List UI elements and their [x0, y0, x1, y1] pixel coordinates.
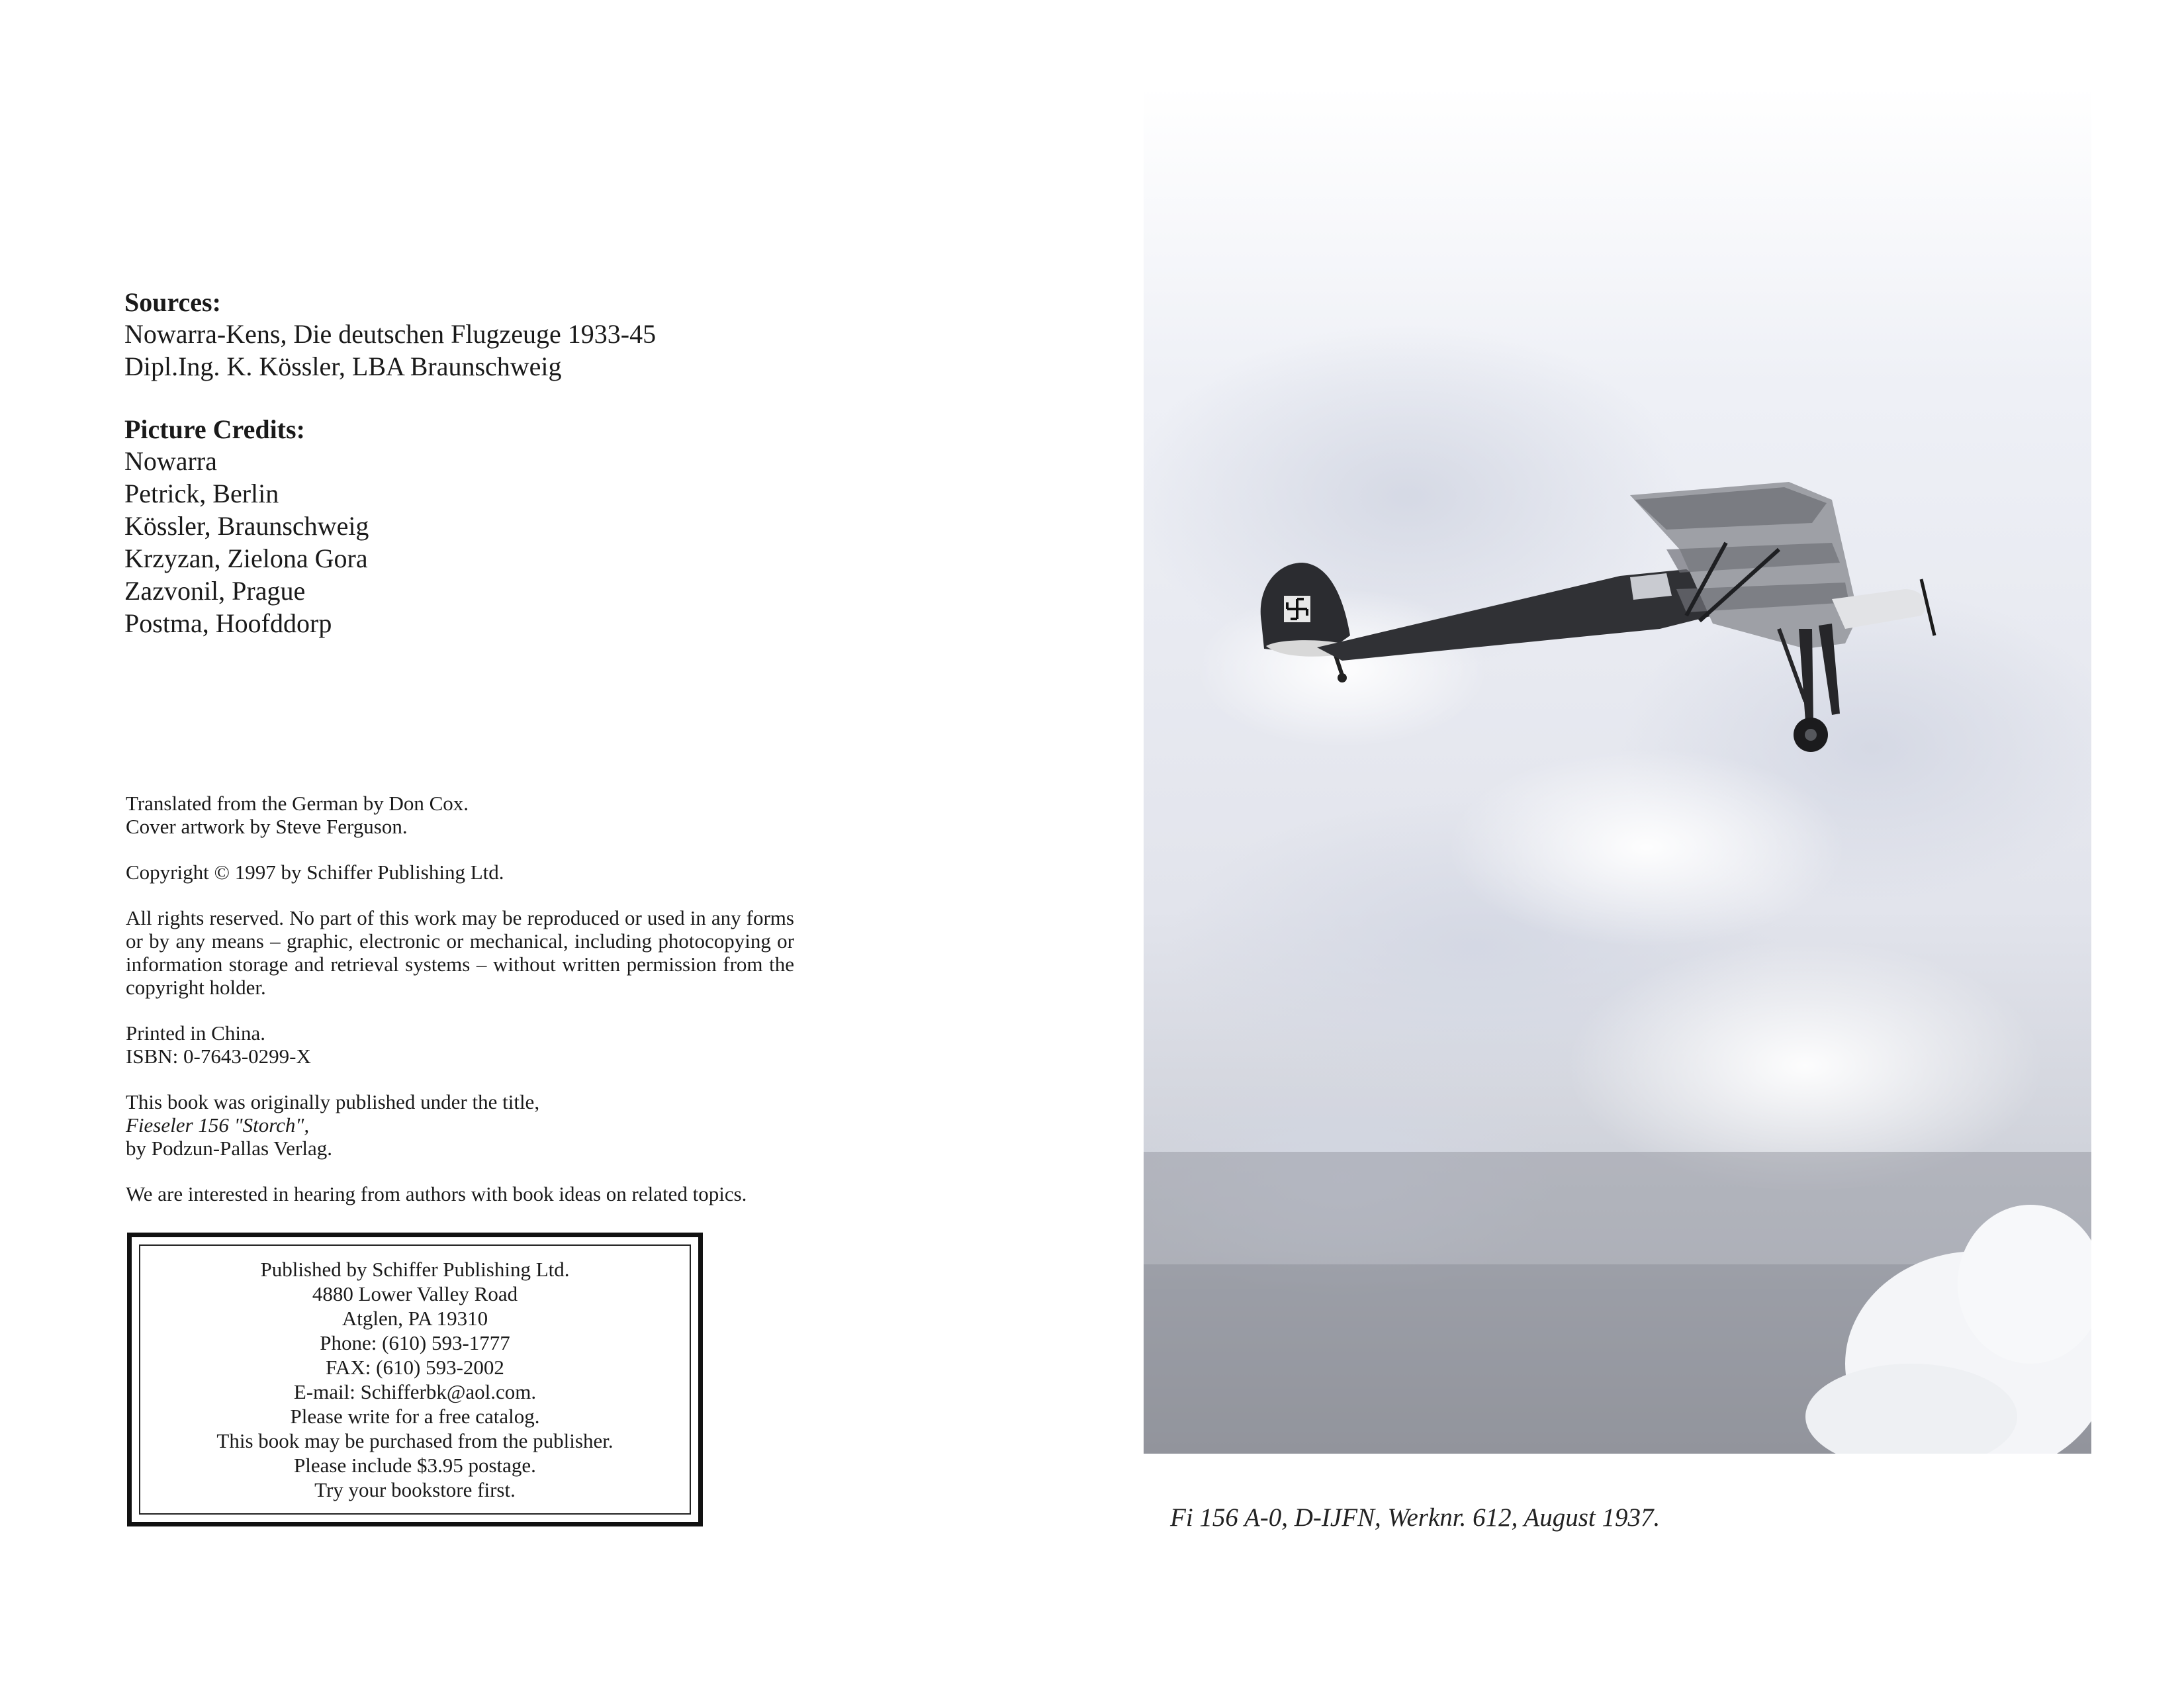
postage-note: Please include $3.95 postage. — [294, 1454, 536, 1477]
publisher-email: E-mail: Schifferbk@aol.com. — [293, 1380, 537, 1403]
publisher-info-inner — [139, 1244, 691, 1515]
credit-line: Kössler, Braunschweig — [124, 511, 369, 541]
sources-section — [124, 287, 786, 383]
credit-line: Postma, Hoofddorp — [124, 608, 332, 638]
catalog-note: Please write for a free catalog. — [290, 1405, 540, 1428]
original-title-intro: This book was originally published under the title, — [126, 1090, 540, 1113]
copyright-notice: Copyright © 1997 by Schiffer Publishing Ltd. — [126, 861, 504, 884]
author-invitation: We are interested in hearing from authors with book ideas on related topics. — [126, 1182, 747, 1205]
publisher-name: Published by Schiffer Publishing Ltd. — [260, 1258, 570, 1281]
printed-in-line: Printed in China. — [126, 1021, 265, 1045]
sources-line: Nowarra-Kens, Die deutschen Flugzeuge 1933-45 — [124, 319, 657, 349]
cover-artwork-credit: Cover artwork by Steve Ferguson. — [126, 815, 408, 838]
rights-reserved-paragraph: All rights reserved. No part of this work may be reproduced or used in any forms or by any means – graphic, electronic or mechanical, including photocopying or information storage and retrieval systems – without written permission from the copyright holder. — [126, 906, 794, 999]
isbn-line: ISBN: 0-7643-0299-X — [126, 1045, 311, 1068]
picture-credits-section — [124, 414, 786, 639]
credit-line: Krzyzan, Zielona Gora — [124, 543, 368, 573]
purchase-note: This book may be purchased from the publisher. — [216, 1429, 614, 1452]
aircraft-photo — [1144, 86, 2091, 1454]
publisher-street: 4880 Lower Valley Road — [312, 1282, 518, 1305]
sources-heading: Sources: — [124, 287, 221, 317]
publisher-fax: FAX: (610) 593-2002 — [326, 1356, 504, 1379]
publisher-city: Atglen, PA 19310 — [341, 1307, 488, 1330]
picture-credits-heading: Picture Credits: — [124, 414, 305, 444]
photo-caption: Fi 156 A-0, D-IJFN, Werknr. 612, August 1937. — [1170, 1503, 1661, 1532]
publisher-info-box — [127, 1233, 703, 1526]
imprint-section — [126, 792, 794, 1228]
bookstore-note: Try your bookstore first. — [314, 1478, 516, 1501]
credit-line: Zazvonil, Prague — [124, 576, 306, 606]
sources-line: Dipl.Ing. K. Kössler, LBA Braunschweig — [124, 352, 562, 381]
credit-line: Petrick, Berlin — [124, 479, 279, 508]
original-publisher: by Podzun-Pallas Verlag. — [126, 1137, 332, 1160]
original-title: Fieseler 156 "Storch", — [126, 1113, 310, 1137]
credit-line: Nowarra — [124, 446, 217, 476]
translator-credit: Translated from the German by Don Cox. — [126, 792, 469, 815]
publisher-phone: Phone: (610) 593-1777 — [320, 1331, 510, 1354]
